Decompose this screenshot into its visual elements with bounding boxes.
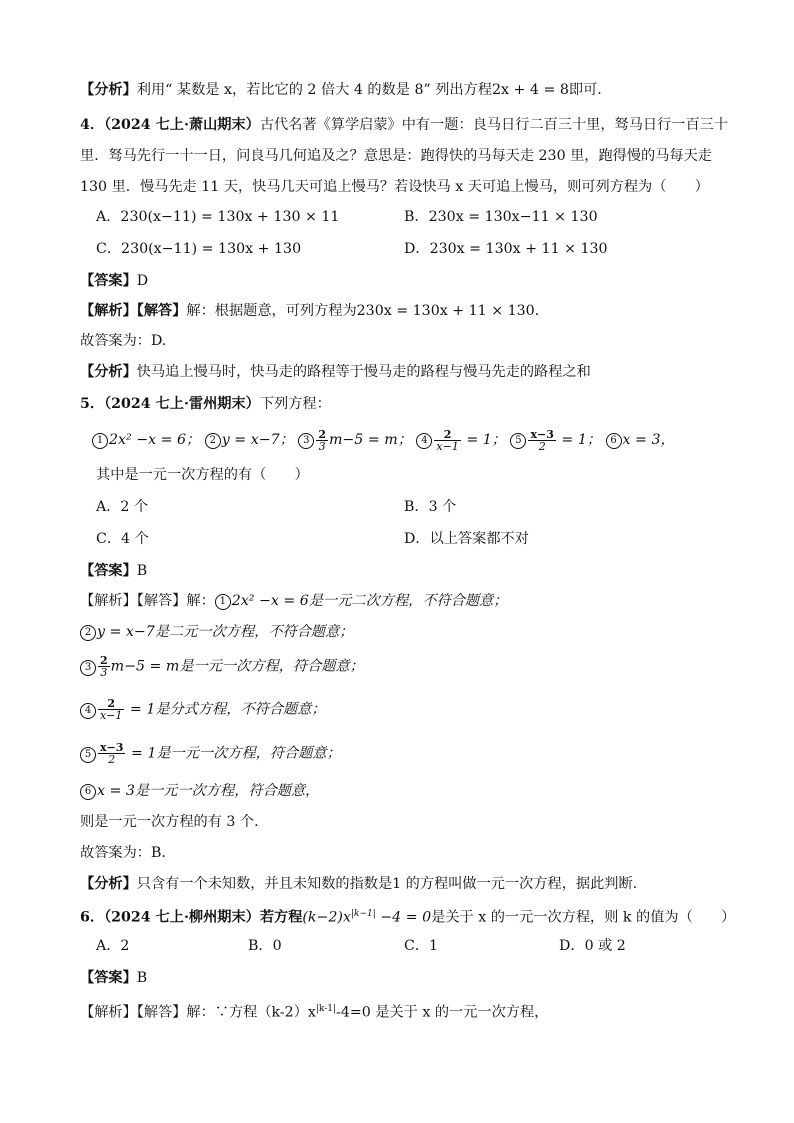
q4-option-d: D．230x = 130x + 11 × 130 <box>404 241 608 257</box>
circled-number-4: 4 <box>80 703 96 719</box>
circled-number-3: 3 <box>80 660 96 676</box>
circled-number-5: 5 <box>510 433 526 449</box>
q5-option-a: A．2 个 <box>96 499 149 515</box>
q6-eq-tail: −4 = 0 <box>375 909 432 926</box>
q6-option-b: B．0 <box>248 938 282 954</box>
q4-option-a: A．230(x−11) = 130x + 130 × 11 <box>96 209 340 225</box>
q5-solution-6: x = 3是一元一次方程，符合题意， <box>97 783 320 799</box>
q5-eq2: y = x−7； <box>221 432 294 448</box>
circled-number-2: 2 <box>80 625 96 641</box>
q5-solution-line5 <box>80 742 341 765</box>
q6-option-c: C．1 <box>404 938 439 954</box>
q5-solution-line4 <box>80 698 326 721</box>
q6-option-d: D．0 或 2 <box>559 938 626 954</box>
q5-eq5-fraction: $\frac{x-3}{2}$ <box>530 427 554 453</box>
q3-analysis: 【分析】利用“ 某数是 x，若比它的 2 倍大 4 的数是 8” 列出方程2x + 4 = 8即可. <box>80 82 602 98</box>
circled-number-3: 3 <box>298 433 314 449</box>
circled-number-1: 1 <box>215 594 231 610</box>
q5-option-d: D．以上答案都不对 <box>404 531 529 547</box>
q6-solution-prefix: 【解析】【解答】解：∵方程（k-2）x <box>80 1004 316 1021</box>
q5-solution-line7: 则是一元一次方程的有 3 个. <box>80 814 259 830</box>
q5-eq1: 2x² −x = 6； <box>109 432 201 448</box>
q5-solution-line3 <box>80 655 364 678</box>
q5-solution-line2 <box>80 622 353 642</box>
q5-question: 其中是一元一次方程的有（ ） <box>96 467 309 483</box>
q5-solution-4: = 1是分式方程，不符合题意； <box>125 701 326 718</box>
q4-option-c: C．230(x−11) = 130x + 130 <box>96 241 302 257</box>
q5-stem: 5．（2024 七上·雷州期末）下列方程： <box>80 396 331 412</box>
circled-number-4: 4 <box>416 433 432 449</box>
q6-answer: 【答案】B <box>80 970 148 986</box>
q6-eq-exponent: |k−1| <box>350 909 376 919</box>
q5-solution-3: m−5 = m是一元一次方程，符合题意； <box>110 658 364 675</box>
q5-equations-line <box>92 426 675 454</box>
q4-stem-line1: 4．（2024 七上·萧山期末）古代名著《算学启蒙》中有一题：良马日行二百三十里，驽马日行一百三十 <box>80 117 729 133</box>
circled-number-1: 1 <box>92 433 108 449</box>
q4-option-b: B．230x = 130x−11 × 130 <box>404 209 598 225</box>
q4-stem-line3: 130 里．慢马先走 11 天，快马几天可追上慢马？若设快马 x 天可追上慢马，则可列方程为（ ） <box>80 179 709 195</box>
q6-option-a: A．2 <box>96 938 130 954</box>
q5-solution-1: 2x² −x = 6是一元二次方程，不符合题意； <box>231 593 508 609</box>
q5-s5-fraction: $\frac{x-3}{2}$ <box>100 741 124 766</box>
q4-stem-line2: 里．驽马先行一十一日，问良马几何追及之？意思是：跑得快的马每天走 230 里，跑得慢的马每天走 <box>80 148 712 164</box>
q6-solution-suffix: -4=0 是关于 x 的一元一次方程， <box>336 1004 549 1021</box>
circled-number-6: 6 <box>606 433 622 449</box>
q4-analysis: 【分析】快马追上慢马时，快马走的路程等于慢马走的路程与慢马先走的路程之和 <box>80 364 591 380</box>
q6-solution-exponent: |k-1| <box>315 1004 337 1014</box>
q5-s3-fraction: $\frac{2}{3}$ <box>100 654 108 679</box>
circled-number-6: 6 <box>80 784 96 800</box>
q5-s4-fraction: $\frac{2}{x-1}$ <box>100 697 123 722</box>
q4-solution: 【解析】【解答】解：根据题意，可列方程为230x = 130x + 11 × 130. <box>80 303 540 319</box>
circled-number-5: 5 <box>80 747 96 763</box>
q5-eq6: x = 3， <box>622 432 675 448</box>
q5-option-c: C．4 个 <box>96 531 149 547</box>
q5-solution-line1 <box>80 591 507 611</box>
q5-eq4-rest: = 1； <box>461 432 506 448</box>
q5-solution-2: y = x−7是二元一次方程，不符合题意； <box>97 624 354 640</box>
circled-number-2: 2 <box>205 433 221 449</box>
q5-answer: 【答案】B <box>80 563 148 579</box>
q6-solution <box>80 999 548 1023</box>
q5-solution-head: 【解析】【解答】解： <box>80 593 215 609</box>
q4-conclusion: 故答案为：D. <box>80 333 167 349</box>
q6-stem-suffix: 是关于 x 的一元一次方程，则 k 的值为（ ） <box>431 909 736 926</box>
q5-option-b: B．3 个 <box>404 499 457 515</box>
q6-stem-prefix: 6．（2024 七上·柳州期末）若方程 <box>80 909 303 926</box>
q4-answer: 【答案】D <box>80 273 149 289</box>
q6-eq: (k−2)x <box>302 909 351 926</box>
q5-eq4-fraction: $\frac{2}{x-1}$ <box>436 427 459 453</box>
q5-analysis: 【分析】只含有一个未知数，并且未知数的指数是1 的方程叫做一元一次方程，据此判断. <box>80 876 638 892</box>
q5-solution-line6 <box>80 781 319 801</box>
q5-conclusion: 故答案为：B. <box>80 845 166 861</box>
q5-eq3-rest: m−5 = m； <box>328 432 412 448</box>
q5-eq5-rest: = 1； <box>556 432 602 448</box>
q6-stem <box>80 904 735 928</box>
q5-eq3-fraction: $\frac{2}{3}$ <box>318 427 326 453</box>
q5-solution-5: = 1是一元一次方程，符合题意； <box>126 745 341 762</box>
